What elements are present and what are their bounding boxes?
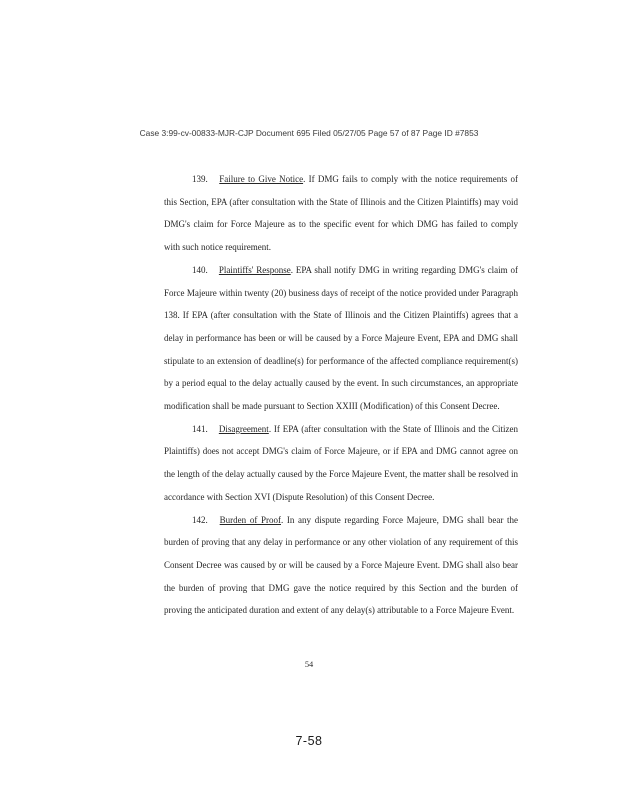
paragraph-heading: Burden of Proof [219, 514, 281, 525]
paragraph-140 [164, 259, 518, 418]
paragraph-text: . If DMG fails to comply with the notice requirements of this Section, EPA (after consultation with the State of Illinois and the Citizen Plaintiffs) may void DMG's claim for Force Majeure as to the specific event for which DMG has failed to comply with such notice requirement. [164, 174, 519, 253]
paragraph-text: . In any dispute regarding Force Majeure, DMG shall bear the burden of proving that any delay in performance or any other violation of any requirement of this Consent Decree was caused by or will be caused by a Force Majeure Event. DMG shall also bear the burden of proving that DMG gave the notice required by this Section and the burden of proving the anticipated duration and extent of any delay(s) attributable to a Force Majeure Event. [164, 514, 519, 616]
exhibit-number: 7-58 [295, 734, 323, 748]
paragraph-142 [164, 509, 518, 623]
case-header: Case 3:99-cv-00833-MJR-CJP Document 695 Filed 05/27/05 Page 57 of 87 Page ID #7853 [139, 128, 479, 138]
paragraph-number: 142. [192, 514, 208, 525]
paragraph-heading: Failure to Give Notice [219, 174, 304, 184]
page-number: 54 [304, 660, 314, 669]
paragraph-139 [164, 168, 518, 259]
paragraph-number: 140. [192, 264, 208, 275]
paragraph-number: 139. [192, 174, 208, 184]
paragraph-141 [164, 418, 518, 509]
paragraph-heading: Plaintiffs' Response [218, 264, 291, 275]
paragraph-text: . EPA shall notify DMG in writing regarding DMG's claim of Force Majeure within twenty (20) business days of receipt of the notice provided under Paragraph 138. If EPA (after consultation with the State of Illinois and the Citizen Plaintiffs) agrees that a delay in performance has been or will be caused by a Force Majeure Event, EPA and DMG shall stipulate to an extension of deadline(s) for performance of the affected compliance requirement(s) by a period equal to the delay actually caused by the event. In such circumstances, an appropriate modification shall be made pursuant to Section XXIII (Modification) of this Consent Decree. [164, 264, 518, 412]
document-body [164, 168, 518, 622]
paragraph-number: 141. [192, 423, 208, 434]
paragraph-heading: Disagreement [218, 423, 269, 434]
paragraph-text: . If EPA (after consultation with the State of Illinois and the Citizen Plaintiffs) does not accept DMG's claim of Force Majeure, or if EPA and DMG cannot agree on the length of the delay actually caused by the Force Majeure Event, the matter shall be resolved in accordance with Section XVI (Dispute Resolution) of this Consent Decree. [164, 423, 519, 502]
